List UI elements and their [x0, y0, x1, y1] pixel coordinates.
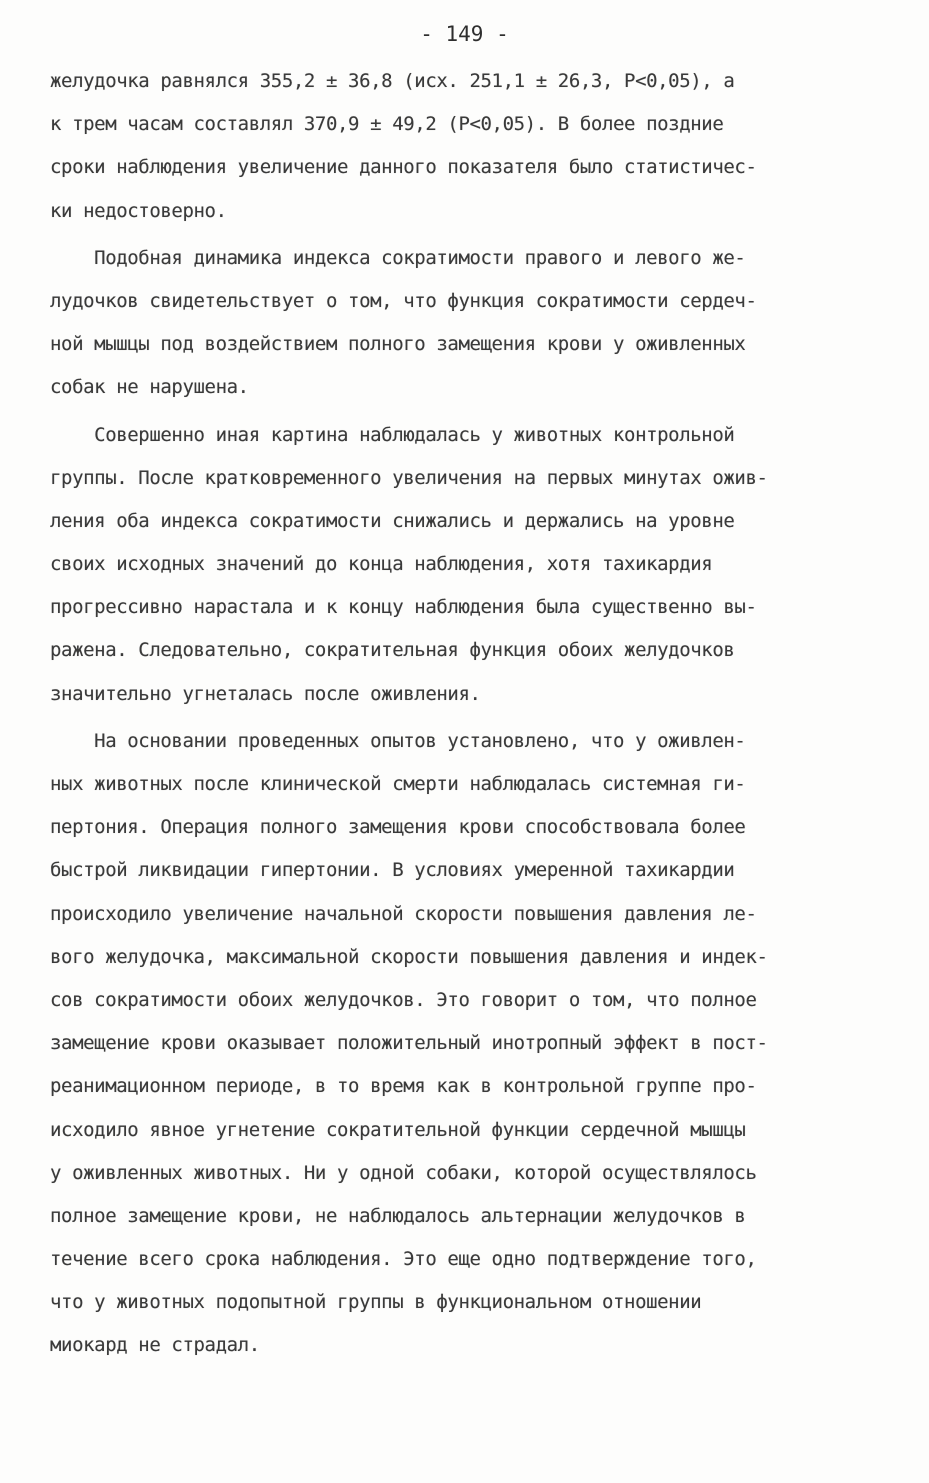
- paragraph: [50, 414, 890, 716]
- text-line: быстрой ликвидации гипертонии. В условиях умеренной тахикардии: [50, 859, 735, 882]
- document-body: [50, 60, 890, 1368]
- text-line: ки недостоверно.: [50, 199, 227, 222]
- text-line: прогрессивно нарастала и к концу наблюдения была существенно вы-: [50, 596, 757, 619]
- text-line: Подобная динамика индекса сократимости правого и левого же-: [50, 246, 746, 269]
- text-line: пертония. Операция полного замещения крови способствовала более: [50, 816, 746, 839]
- text-line: группы. После кратковременного увеличения на первых минутах ожив-: [50, 466, 768, 489]
- text-line: что у животных подопытной группы в функциональном отношении: [50, 1291, 702, 1314]
- text-line: своих исходных значений до конца наблюдения, хотя тахикардия: [50, 553, 713, 576]
- text-line: собак не нарушена.: [50, 376, 249, 399]
- paragraph: [50, 720, 890, 1368]
- paragraph: [50, 237, 890, 410]
- text-line: желудочка равнялся 355,2 ± 36,8 (исх. 251,1 ± 26,3, Р<0,05), а: [50, 70, 735, 92]
- text-line: сроки наблюдения увеличение данного показателя было статистичес-: [50, 156, 757, 179]
- text-line: исходило явное угнетение сократительной функции сердечной мышцы: [50, 1118, 746, 1141]
- text-line: миокард не страдал.: [50, 1334, 260, 1357]
- page-number: - 149 -: [420, 22, 509, 46]
- text-line: замещение крови оказывает положительный инотропный эффект в пост-: [50, 1032, 768, 1055]
- text-line: течение всего срока наблюдения. Это еще одно подтверждение того,: [50, 1248, 757, 1271]
- text-line: ных животных после клинической смерти наблюдалась системная ги-: [50, 773, 746, 795]
- text-line: На основании проведенных опытов установлено, что у оживлен-: [50, 729, 746, 752]
- paragraph: [50, 60, 890, 233]
- text-line: ражена. Следовательно, сократительная функция обоих желудочков: [50, 639, 735, 662]
- text-line: ления оба индекса сократимости снижались и держались на уровне: [50, 509, 735, 532]
- text-line: сов сократимости обоих желудочков. Это говорит о том, что полное: [50, 988, 757, 1011]
- text-line: Совершенно иная картина наблюдалась у животных контрольной: [50, 423, 735, 446]
- text-line: реанимационном периоде, в то время как в контрольной группе про-: [50, 1075, 757, 1098]
- text-line: полное замещение крови, не наблюдалось альтернации желудочков в: [50, 1204, 746, 1227]
- text-line: лудочков свидетельствует о том, что функция сократимости сердеч-: [50, 289, 757, 312]
- text-line: у оживленных животных. Ни у одной собаки, которой осуществлялось: [50, 1161, 757, 1184]
- text-line: ной мышцы под воздействием полного замещения крови у оживленных: [50, 333, 746, 356]
- text-line: вого желудочка, максимальной скорости повышения давления и индек-: [50, 945, 768, 968]
- text-line: значительно угнеталась после оживления.: [50, 682, 481, 705]
- text-line: к трем часам составлял 370,9 ± 49,2 (Р<0,05). В более поздние: [50, 113, 724, 136]
- text-line: происходило увеличение начальной скорости повышения давления ле-: [50, 902, 757, 925]
